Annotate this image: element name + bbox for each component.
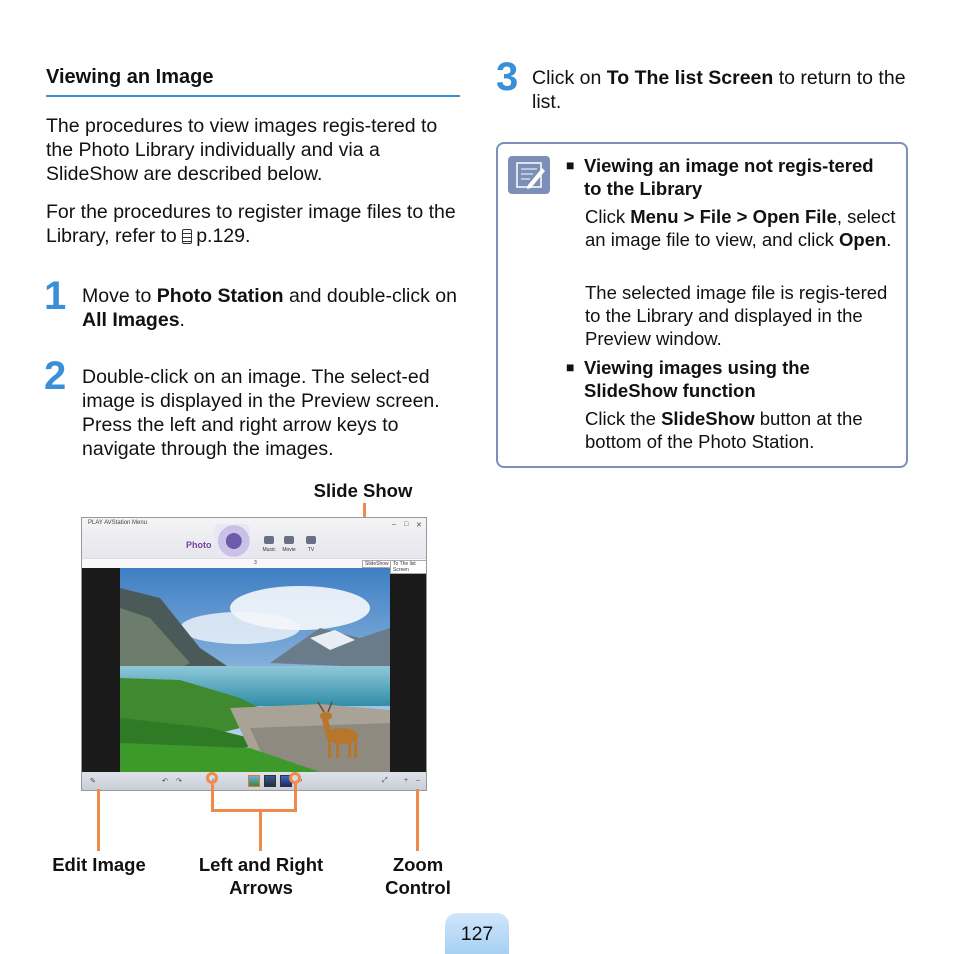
bullet-square: ■ (566, 157, 575, 173)
app-toolbar (82, 558, 427, 573)
slideshow-text: SlideShow (661, 408, 755, 429)
to-list-screen-button[interactable]: To The list Screen (390, 560, 427, 574)
section-photo[interactable]: Photo (186, 540, 212, 550)
step-1-pre: Move to (82, 285, 157, 307)
category-music[interactable]: Music (258, 536, 280, 553)
page-number: 127 (460, 923, 494, 945)
step-3-pre: Click on (532, 67, 607, 89)
app-header (82, 518, 427, 573)
fit-screen-icon[interactable]: ⤢ (382, 777, 388, 784)
callout-arrows-stem (259, 809, 262, 851)
step-2-text: Double-click on an image. The select-ed image is displayed in the Preview screen. Press the left and right arrow keys to navigate through the images. (82, 366, 440, 460)
callout-zoom (416, 789, 419, 851)
reference-paragraph (46, 200, 462, 248)
step-3-bold: To The list Screen (606, 67, 774, 89)
zoom-in-icon[interactable]: + (404, 777, 409, 784)
step-1-mid: and double-click on (283, 285, 457, 307)
photo-station-screenshot (81, 517, 427, 791)
section-title: Viewing an Image (46, 66, 460, 97)
page-reference-icon (182, 229, 192, 244)
close-icon[interactable]: ✕ (416, 522, 422, 529)
thumbnail-1[interactable] (248, 775, 260, 787)
callout-edit-image (97, 789, 100, 851)
note-item-1-paragraph-1: Click Menu > File > Open File, select an image file to view, and click Open. (585, 206, 896, 250)
left-arrow-icon[interactable]: ‹ (212, 777, 215, 784)
film-icon (284, 536, 294, 544)
label-edit-image: Edit Image (52, 854, 146, 875)
label-zoom-control: Zoom Control (385, 854, 451, 898)
note-item-2-title-text: Viewing images using the SlideShow function (584, 357, 810, 401)
preview-image (120, 568, 390, 772)
category-movie[interactable]: Movie (278, 536, 300, 553)
callout-left-arrow-line (211, 784, 214, 812)
bullet-square: ■ (566, 359, 575, 375)
edit-image-icon[interactable]: ✎ (90, 778, 96, 785)
maximize-icon[interactable]: □ (404, 521, 409, 528)
app-title: PLAY AVStation Menu (88, 520, 148, 526)
note-item-2-paragraph: Click the SlideShow button at the bottom of the Photo Station. (585, 408, 863, 452)
slideshow-button[interactable]: SlideShow (362, 560, 392, 568)
rotate-left-icon[interactable]: ↶ (162, 778, 168, 785)
step-3-text (532, 66, 912, 114)
image-count: 3 (254, 560, 257, 566)
step-1-bold-1: Photo Station (156, 285, 284, 307)
headphones-icon (264, 536, 274, 544)
step-3-post: to return to the list. (532, 67, 906, 113)
step-1-post: . (179, 309, 185, 331)
callout-right-arrow-line (294, 784, 297, 812)
step-1-number: 1 (44, 274, 67, 318)
callout-right-arrow-marker (289, 772, 301, 784)
zoom-out-icon[interactable]: – (416, 777, 420, 784)
note-item-1-title (566, 154, 896, 200)
step-3-number: 3 (496, 55, 519, 99)
step-1-bold-2: All Images (82, 309, 180, 331)
note-item-1-paragraph-2: The selected image file is regis-tered to the Library and displayed in the Preview window. (585, 282, 888, 349)
note-pencil-icon (508, 156, 550, 194)
note-item-2-title (566, 356, 896, 402)
open-text: Open (839, 229, 887, 250)
step-2-number: 2 (44, 354, 67, 398)
callout-left-arrow-marker (206, 772, 218, 784)
minimize-icon[interactable]: – (392, 521, 396, 528)
label-slide-show: Slide Show (313, 480, 413, 501)
page-reference: p.129. (196, 225, 251, 247)
callout-arrows-bracket (211, 809, 297, 812)
reference-text: For the procedures to register image files to the Library, refer to (46, 201, 456, 247)
step-1-text (82, 284, 462, 332)
thumbnail-2[interactable] (264, 775, 276, 787)
rotate-right-icon[interactable]: ↷ (176, 778, 182, 785)
intro-paragraph: The procedures to view images regis-tered to the Photo Library individually and via a SlideShow are described below. (46, 115, 438, 185)
category-tv[interactable]: TV (300, 536, 322, 553)
note-item-1-title-text: Viewing an image not regis-tered to the Library (584, 155, 874, 199)
tv-icon (306, 536, 316, 544)
label-left-right-arrows: Left and Right Arrows (198, 854, 324, 898)
app-footer (82, 772, 427, 791)
right-arrow-icon[interactable]: › (300, 777, 303, 784)
camera-icon (214, 524, 250, 558)
menu-path-text: Menu > File > Open File (630, 206, 837, 227)
